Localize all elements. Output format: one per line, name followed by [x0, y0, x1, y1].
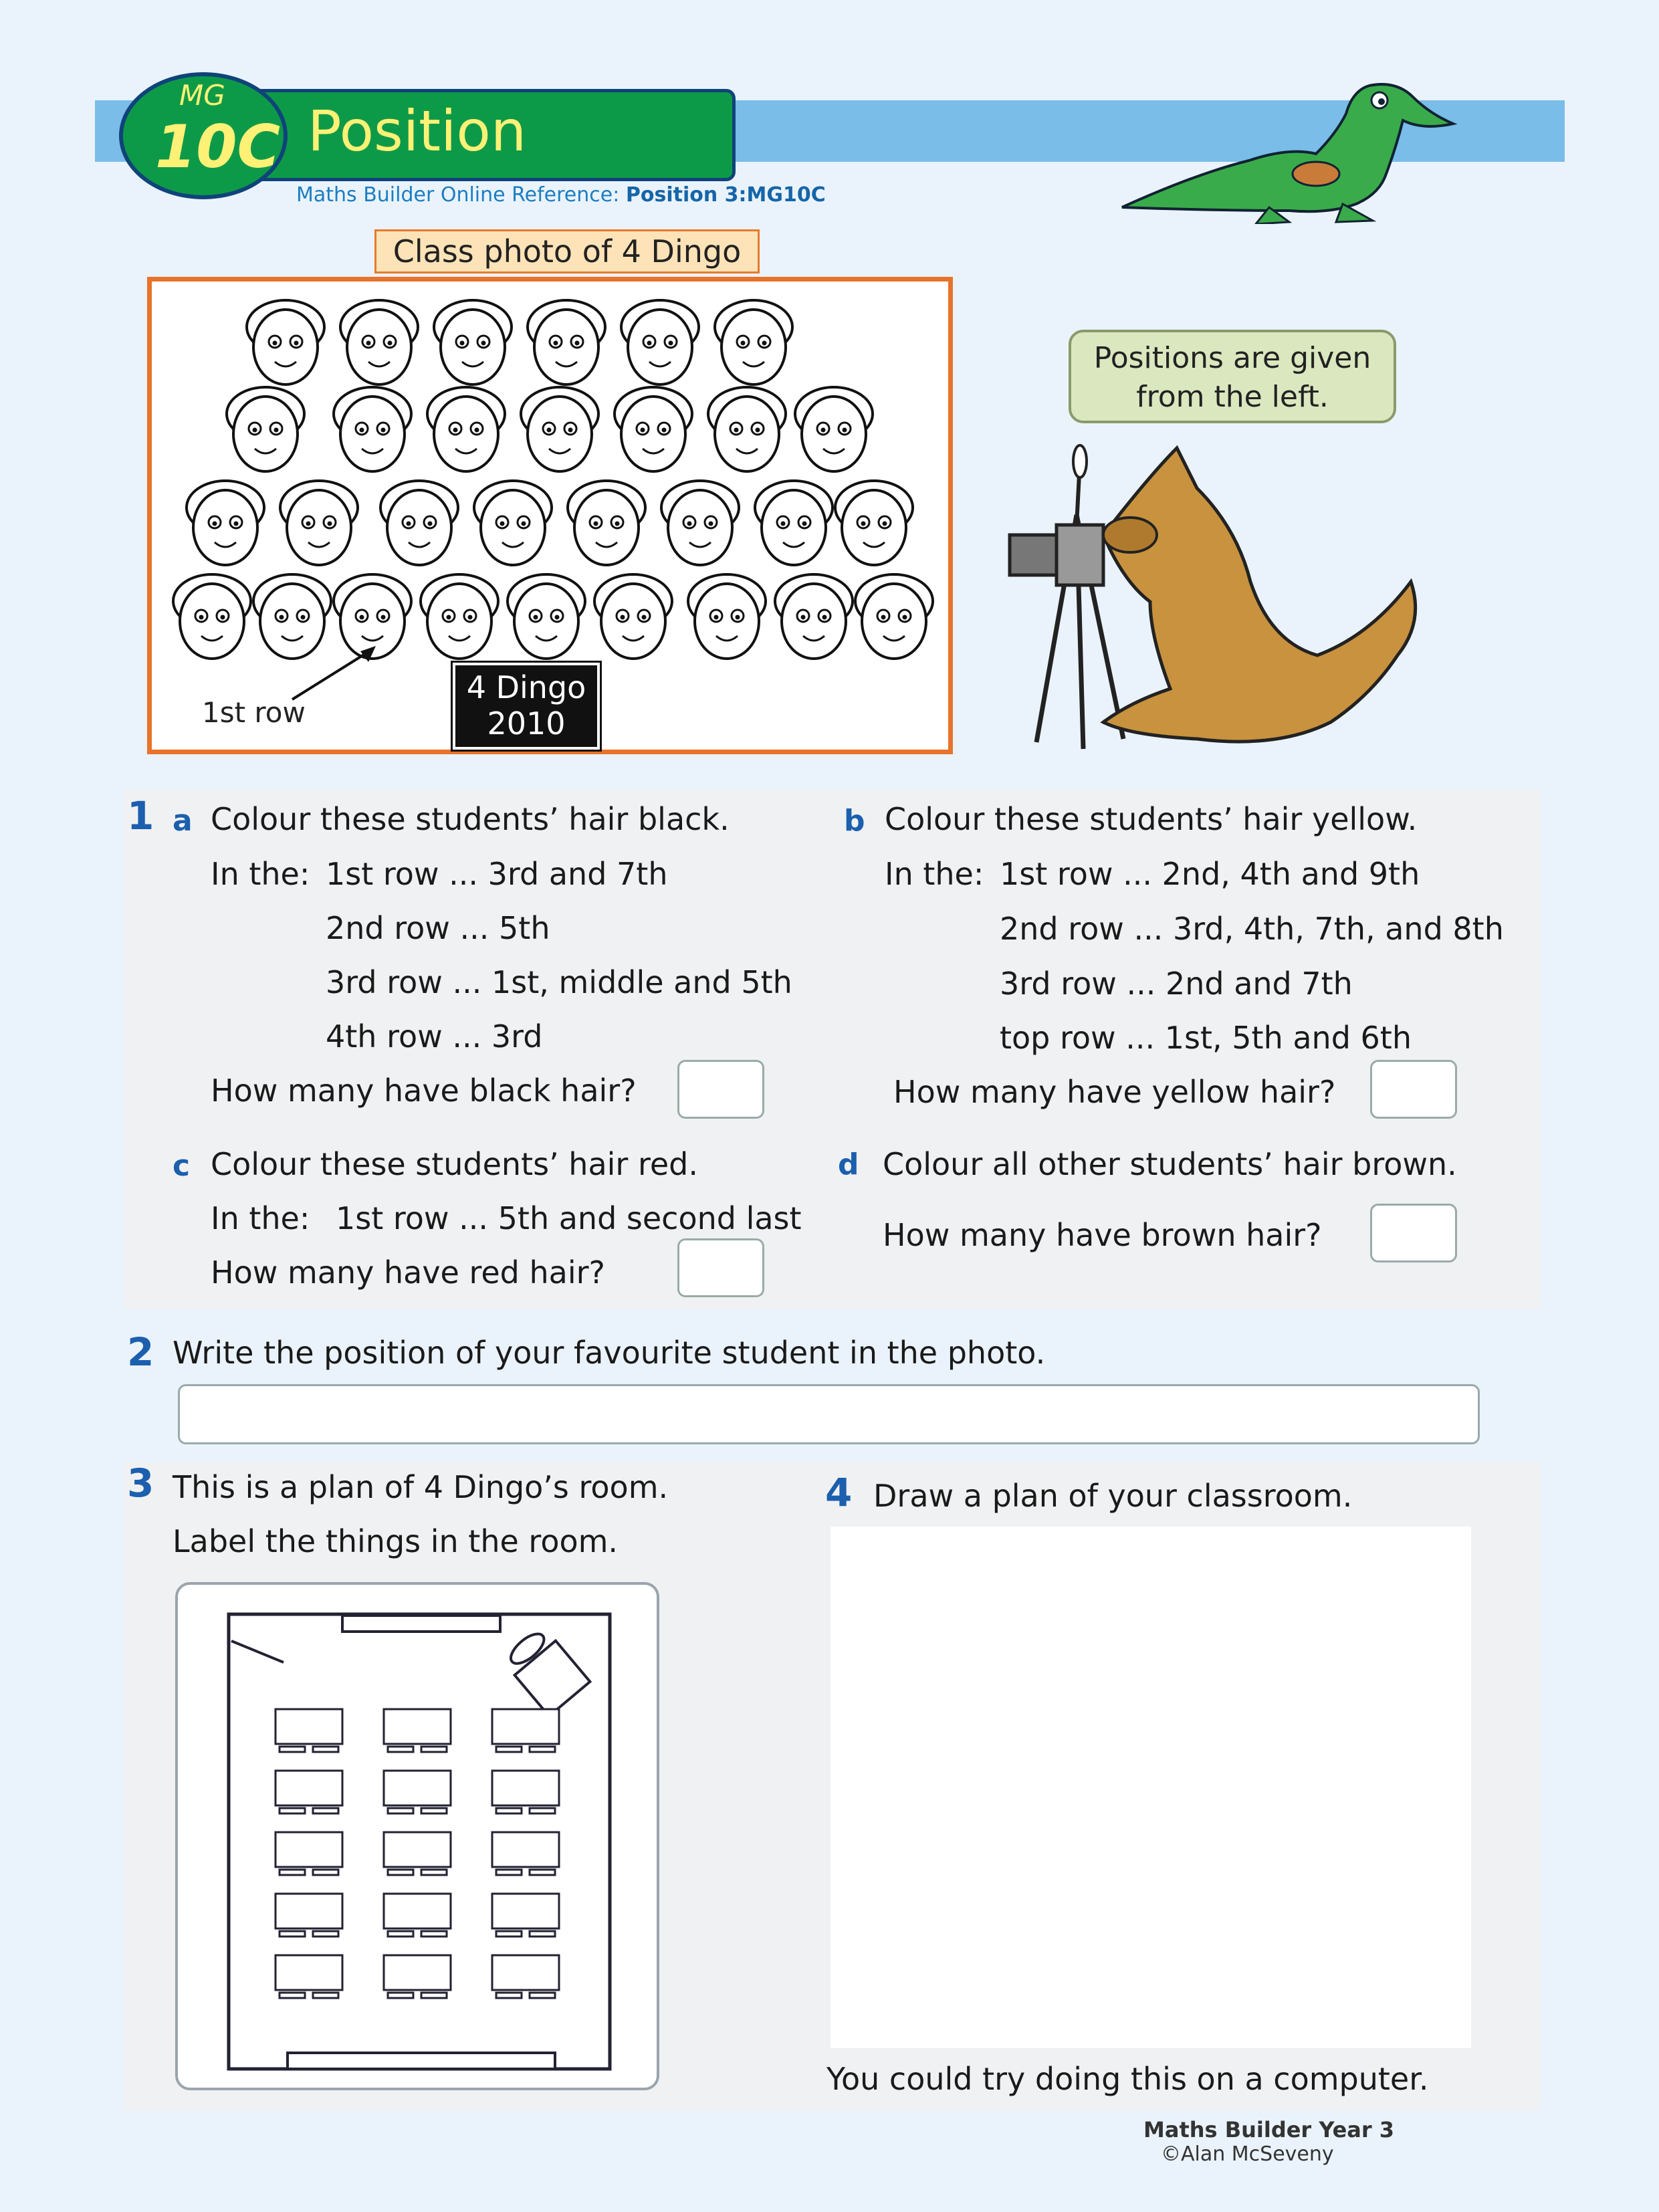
black-hair-answer-box[interactable]	[677, 1060, 764, 1119]
student-face	[855, 574, 933, 659]
q1b-instruction: Colour these students’ hair yellow.	[885, 801, 1418, 837]
footer-copyright: ©Alan McSeveny	[1161, 2142, 1334, 2166]
student-face	[380, 481, 458, 565]
desk	[384, 1955, 451, 1990]
question-3-number: 3	[127, 1460, 154, 1506]
q1a-row-2: 2nd row ... 5th	[326, 910, 550, 946]
classroom-plan	[175, 1582, 659, 2090]
chair	[421, 1993, 447, 1998]
desk	[275, 1955, 342, 1990]
student-face	[340, 300, 418, 384]
q1d-letter: d	[838, 1147, 859, 1182]
q1a-in-the: In the:	[211, 856, 310, 892]
chair	[496, 1993, 522, 1998]
chair	[280, 1870, 305, 1875]
question-2-number: 2	[127, 1329, 154, 1375]
chair	[313, 1993, 338, 1998]
class-photo	[147, 277, 953, 754]
q1d-instruction: Colour all other students’ hair brown.	[883, 1146, 1457, 1182]
chair	[388, 1747, 413, 1752]
chair	[280, 1808, 305, 1813]
student-face	[621, 300, 699, 384]
desk	[275, 1832, 342, 1867]
chair	[530, 1993, 555, 1998]
desk	[275, 1894, 342, 1928]
chair	[421, 1808, 447, 1813]
first-row-label: 1st row	[202, 696, 306, 729]
question-3-line-1: This is a plan of 4 Dingo’s room.	[173, 1469, 669, 1505]
desk	[492, 1832, 559, 1867]
student-face	[280, 481, 358, 565]
q1b-row-1: 1st row ... 2nd, 4th and 9th	[1000, 856, 1420, 892]
chair	[530, 1870, 555, 1875]
yellow-hair-answer-box[interactable]	[1370, 1060, 1457, 1119]
chair	[496, 1870, 522, 1875]
reference-prefix: Maths Builder Online Reference:	[296, 183, 626, 207]
student-face	[187, 481, 264, 565]
page-title: Position	[308, 98, 527, 164]
question-4-hint: You could try doing this on a computer.	[826, 2061, 1429, 2097]
first-row-arrow	[286, 639, 386, 706]
dinosaur-illustration	[1115, 74, 1476, 224]
chair	[388, 1870, 413, 1875]
classroom-drawing-area[interactable]	[831, 1527, 1471, 2048]
student-face	[474, 481, 552, 565]
student-face	[508, 574, 585, 659]
question-3-line-2: Label the things in the room.	[173, 1523, 619, 1559]
question-4-number: 4	[825, 1470, 853, 1515]
question-4-text: Draw a plan of your classroom.	[873, 1478, 1353, 1514]
desk	[492, 1771, 559, 1805]
desk	[384, 1771, 451, 1805]
student-face	[755, 481, 833, 565]
student-face	[521, 387, 598, 471]
q1b-letter: b	[844, 804, 865, 838]
student-face	[615, 387, 692, 471]
q1d-question: How many have brown hair?	[883, 1217, 1322, 1253]
topic-strand: MG	[179, 79, 225, 112]
photo-caption: Class photo of 4 Dingo	[374, 229, 760, 273]
chair	[530, 1808, 555, 1813]
chair	[313, 1870, 338, 1875]
favourite-student-answer-field[interactable]	[178, 1384, 1480, 1444]
q1b-row-4: top row ... 1st, 5th and 6th	[1000, 1020, 1412, 1056]
desk	[492, 1955, 559, 1990]
q1c-letter: c	[173, 1149, 191, 1183]
q1a-row-3: 3rd row ... 1st, middle and 5th	[326, 964, 792, 1000]
student-face	[421, 574, 498, 659]
question-2-text: Write the position of your favourite student in the photo.	[173, 1335, 1046, 1371]
chair	[496, 1808, 522, 1813]
chair	[313, 1808, 338, 1813]
topic-code: 10C	[155, 112, 281, 181]
chair	[280, 1993, 305, 1998]
desk	[275, 1709, 342, 1744]
desk	[492, 1709, 559, 1744]
student-face	[594, 574, 672, 659]
chair	[280, 1931, 305, 1937]
q1a-row-1: 1st row ... 3rd and 7th	[326, 856, 668, 892]
chair	[530, 1747, 555, 1752]
student-face	[334, 387, 411, 471]
q1a-question: How many have black hair?	[211, 1073, 637, 1109]
brown-hair-answer-box[interactable]	[1370, 1204, 1457, 1262]
student-face	[795, 387, 873, 471]
reference-code: Position 3:MG10C	[625, 183, 826, 207]
student-face	[708, 387, 786, 471]
student-face	[715, 300, 792, 384]
q1b-question: How many have yellow hair?	[893, 1074, 1336, 1110]
desk	[384, 1894, 451, 1928]
speech-bubble	[1069, 330, 1396, 423]
chair	[421, 1747, 447, 1752]
speech-line-1: Positions are given	[1093, 341, 1371, 375]
plaque-class: 4 Dingo	[466, 669, 586, 705]
student-face	[434, 300, 512, 384]
student-face	[173, 574, 251, 659]
student-face	[775, 574, 853, 659]
student-face	[835, 481, 913, 565]
q1b-row-3: 3rd row ... 2nd and 7th	[1000, 966, 1353, 1002]
student-face	[227, 387, 304, 471]
chair	[496, 1931, 522, 1937]
chair	[280, 1747, 305, 1752]
class-plaque	[453, 663, 600, 750]
q1a-letter: a	[173, 804, 193, 838]
student-face	[247, 300, 324, 384]
footer-book-title: Maths Builder Year 3	[1143, 2117, 1395, 2142]
q1c-in-the: In the:	[211, 1200, 310, 1236]
chair	[388, 1808, 413, 1813]
chair	[421, 1931, 447, 1937]
student-face	[568, 481, 645, 565]
desk	[384, 1832, 451, 1867]
chair	[421, 1870, 447, 1875]
desk	[384, 1709, 451, 1744]
q1a-row-4: 4th row ... 3rd	[326, 1018, 543, 1055]
chair	[313, 1931, 338, 1937]
chair	[496, 1747, 522, 1752]
chair	[313, 1747, 338, 1752]
student-face	[688, 574, 766, 659]
q1c-question: How many have red hair?	[211, 1254, 605, 1291]
speech-line-2: from the left.	[1136, 380, 1329, 414]
red-hair-answer-box[interactable]	[677, 1238, 764, 1297]
student-face	[661, 481, 739, 565]
chair	[530, 1931, 555, 1937]
q1b-row-2: 2nd row ... 3rd, 4th, 7th, and 8th	[1000, 911, 1504, 947]
q1c-instruction: Colour these students’ hair red.	[211, 1146, 698, 1182]
desk-grid	[275, 1709, 559, 1998]
desk	[275, 1771, 342, 1805]
chair	[388, 1931, 413, 1937]
question-1-number: 1	[127, 793, 154, 839]
chair	[388, 1993, 413, 1998]
desk	[492, 1894, 559, 1928]
plaque-year: 2010	[487, 705, 566, 742]
q1a-instruction: Colour these students’ hair black.	[211, 801, 730, 837]
student-face	[528, 300, 605, 384]
q1c-row: 1st row ... 5th and second last	[336, 1200, 802, 1236]
kangaroo-photographer-illustration	[996, 435, 1464, 756]
classroom-plan-drawing	[178, 1585, 657, 2088]
q1b-in-the: In the:	[885, 856, 984, 892]
online-reference	[296, 183, 826, 207]
student-face	[427, 387, 505, 471]
